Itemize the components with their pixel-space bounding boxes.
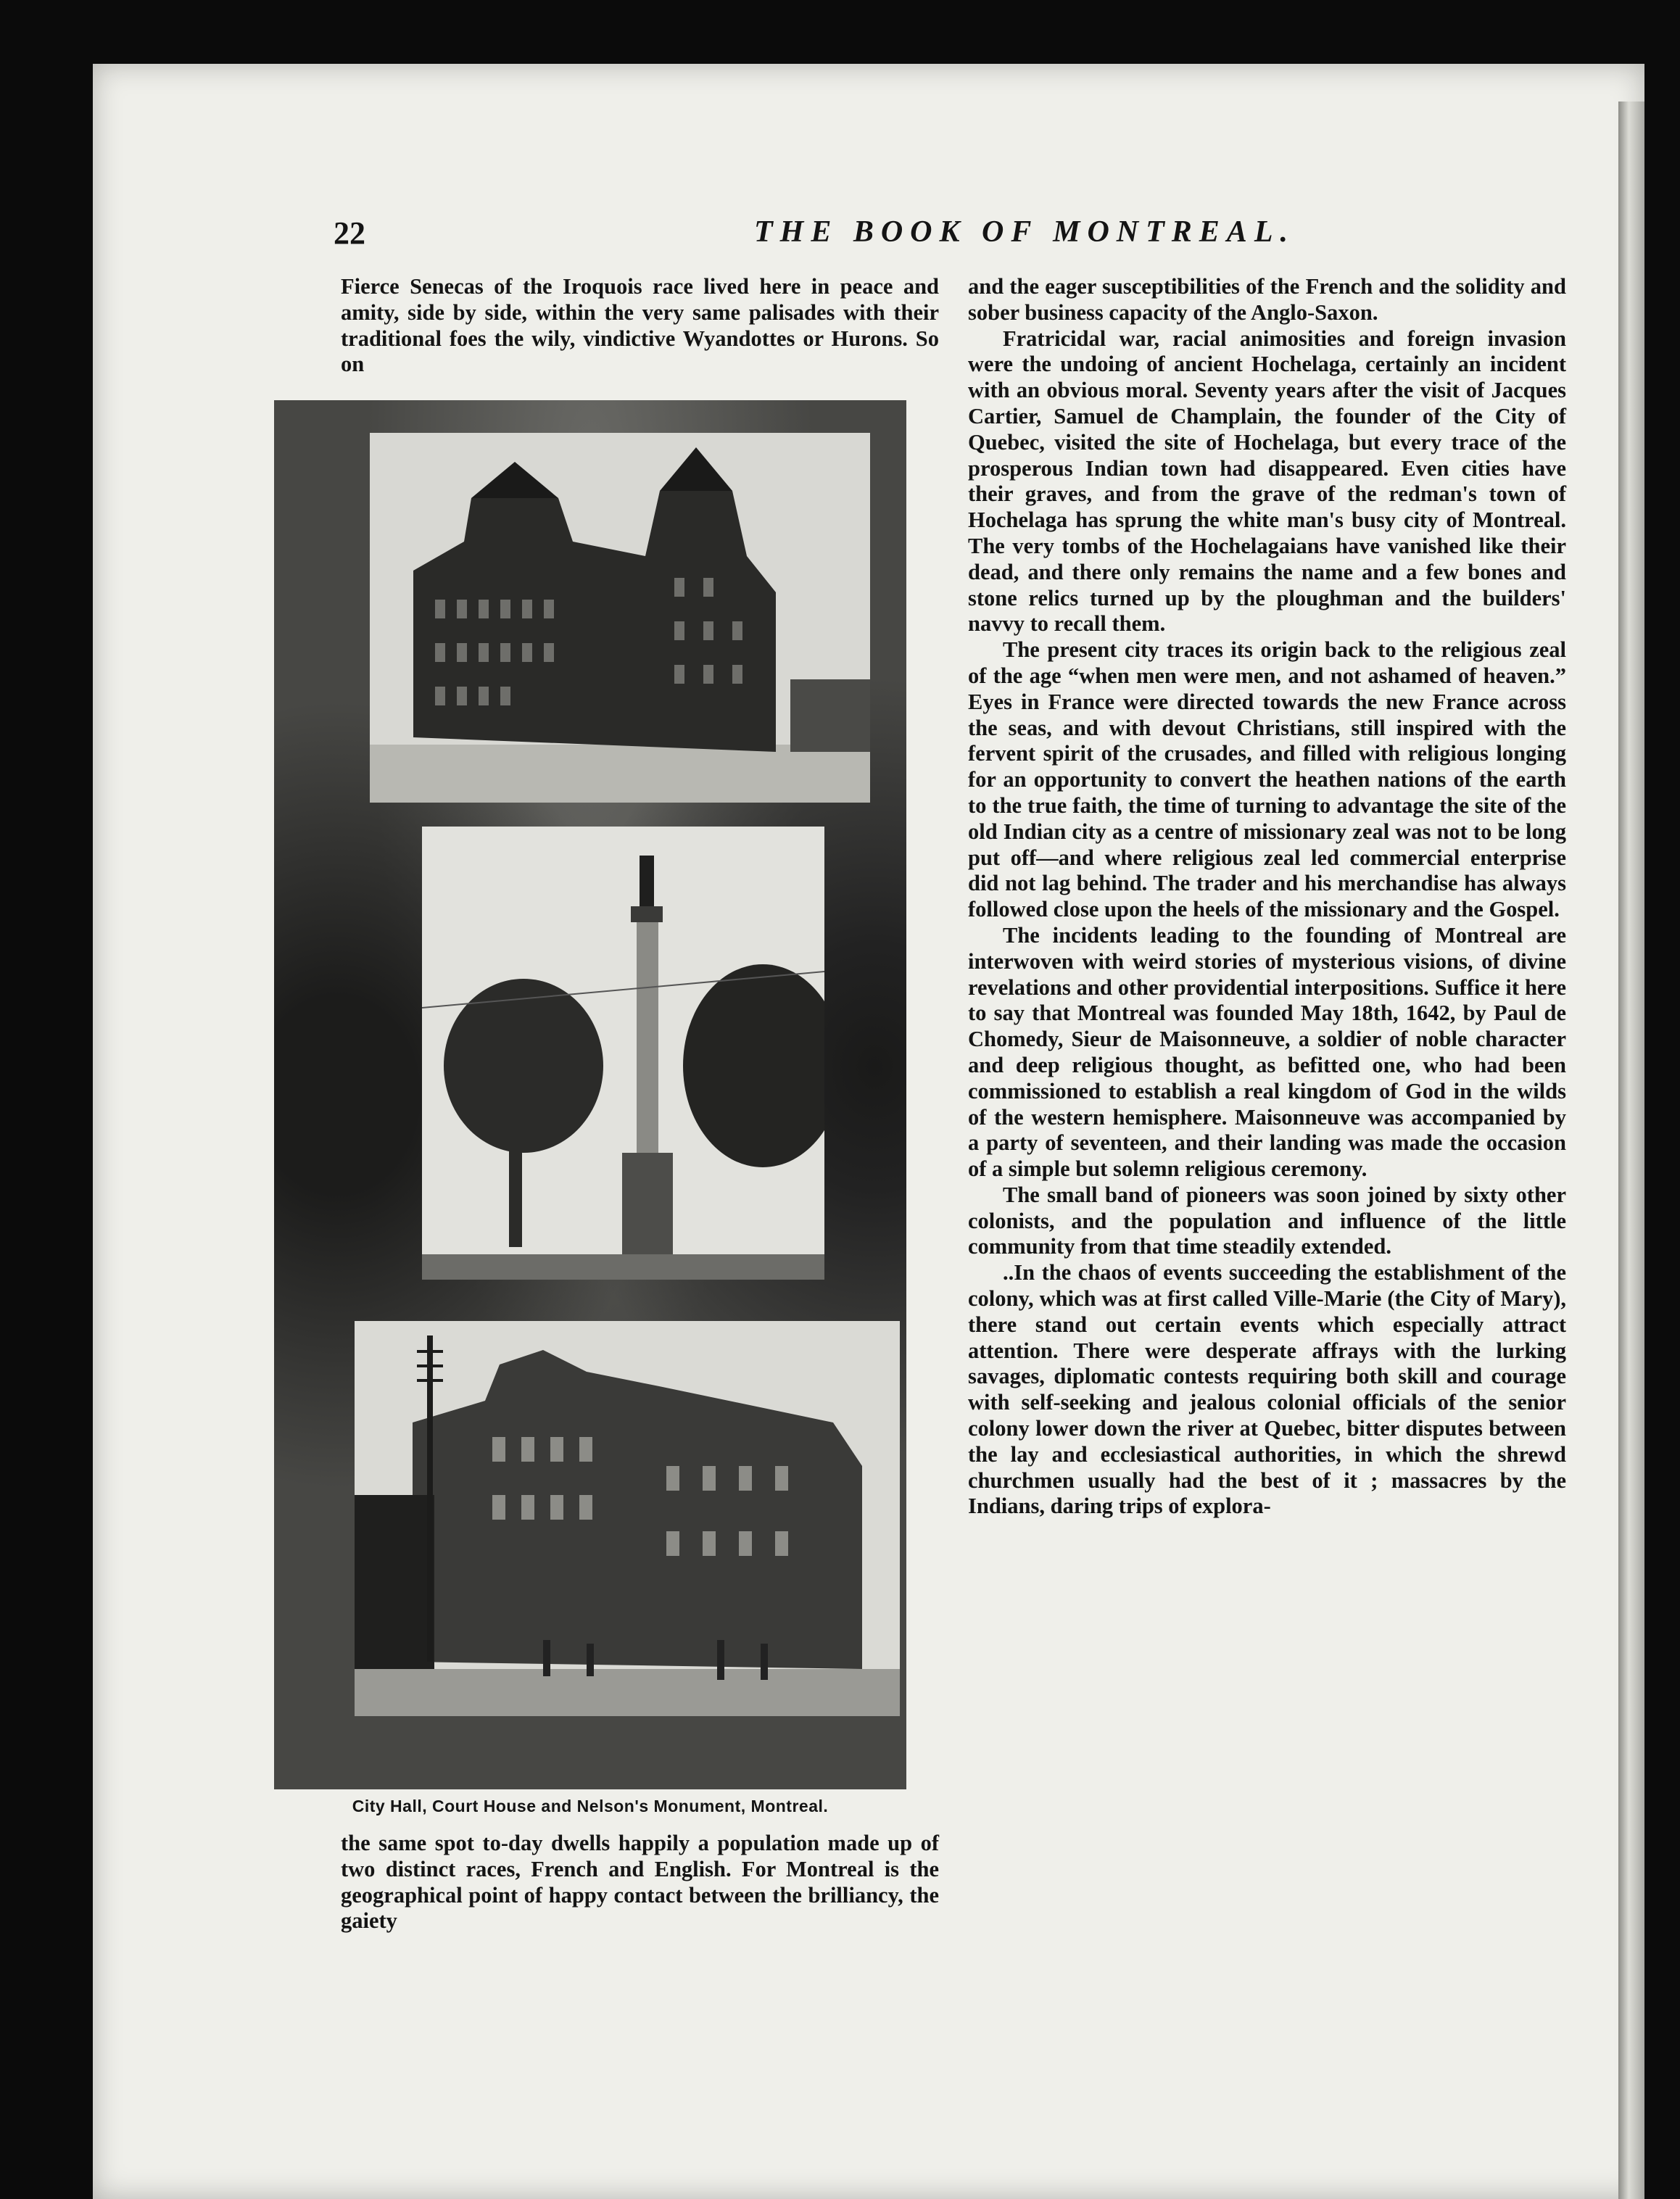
monument-illustration xyxy=(422,827,824,1280)
right-column xyxy=(968,274,1566,1520)
left-column-top xyxy=(341,274,939,378)
page-number: 22 xyxy=(334,215,365,251)
nelsons-monument-photo xyxy=(422,827,824,1280)
court-house-photo xyxy=(355,1321,900,1716)
running-head xyxy=(334,215,1639,258)
paragraph: Fierce Senecas of the Iroquois race lived here in peace and amity, side by side, within the very same palisades with their traditional foes the wily, vindictive Wyandottes or Hurons. So on xyxy=(341,274,939,377)
city-hall-illustration xyxy=(370,433,870,803)
paragraph: The present city traces its origin back to the religious zeal of the age “when men were men, and not ashamed of heaven.” Eyes in France were directed towards the new France across the seas, and with devout Christians, still inspired with the fervent spirit of the crusades, and filled with religious longing for an opportunity to convert the heathen nations of the earth to the true faith, the time of turning to advantage the site of the old Indian city as a centre of missionary zeal was not to be long put off—and where religious zeal led commercial enterprise did not lag behind. The trader and his merchandise has always followed close upon the heels of the missionary and the Gospel. xyxy=(968,637,1566,922)
paragraph: the same spot to-day dwells happily a population made up of two distinct races, French and English. For Montreal is the geographical point of happy contact between the brilliancy, the gaiety xyxy=(341,1831,939,1934)
court-house-illustration xyxy=(355,1321,900,1716)
figure-caption: City Hall, Court House and Nelson's Monument, Montreal. xyxy=(352,1797,829,1815)
paragraph: ..In the chaos of events succeeding the establishment of the colony, which was at first called Ville-Marie (the City of Mary), there stand out certain events which especially attract attention. There were desperate affrays with the lurking savages, diplomatic contests requiring both skill and courage with self-seeking and jealous colonial officials of the senior colony lower down the river at Quebec, bitter disputes between the lay and ecclesiastical authorities, in which the shrewd churchmen usually had the best of it ; massacres by the Indians, daring trips of explora- xyxy=(968,1260,1566,1519)
paragraph: The small band of pioneers was soon joined by sixty other colonists, and the population and influence of the little community from that time steadily extended. xyxy=(968,1182,1566,1259)
page-edge xyxy=(1618,102,1644,2199)
paragraph: Fratricidal war, racial animosities and foreign invasion were the undoing of ancient Hochelaga, certainly an incident with an obvious moral. Seventy years after the visit of Jacques Cartier, Samuel de Champlain, the founder of the City of Quebec, visited the site of Hochelaga, but every trace of the prosperous Indian town had disappeared. Even cities have their graves, and from the grave of the redman's town of Hochelaga has sprung the white man's busy city of Montreal. The very tombs of the Hochelagaians have vanished like their dead, and there only remains the name and a few bones and stone relics turned up by the ploughman and the builders' navvy to recall them. xyxy=(968,326,1566,637)
paragraph: and the eager susceptibilities of the French and the solidity and sober business capacity of the Anglo-Saxon. xyxy=(968,274,1566,325)
city-hall-photo xyxy=(370,433,870,803)
paragraph: The incidents leading to the founding of Montreal are interwoven with weird stories of mysterious visions, of divine revelations and other providential interpositions. Suffice it here to say that Montreal was founded May 18th, 1642, by Paul de Chomedy, Sieur de Maisonneuve, a soldier of noble character and deep religious thought, as befitted one, who had been commissioned to establish a real kingdom of God in the wilds of the western hemisphere. Maisonneuve was accompanied by a party of seventeen, and their landing was made the occasion of a simple but solemn religious ceremony. xyxy=(968,922,1566,1182)
running-title: THE BOOK OF MONTREAL. xyxy=(754,215,1295,249)
left-column-bottom xyxy=(341,1831,939,1934)
